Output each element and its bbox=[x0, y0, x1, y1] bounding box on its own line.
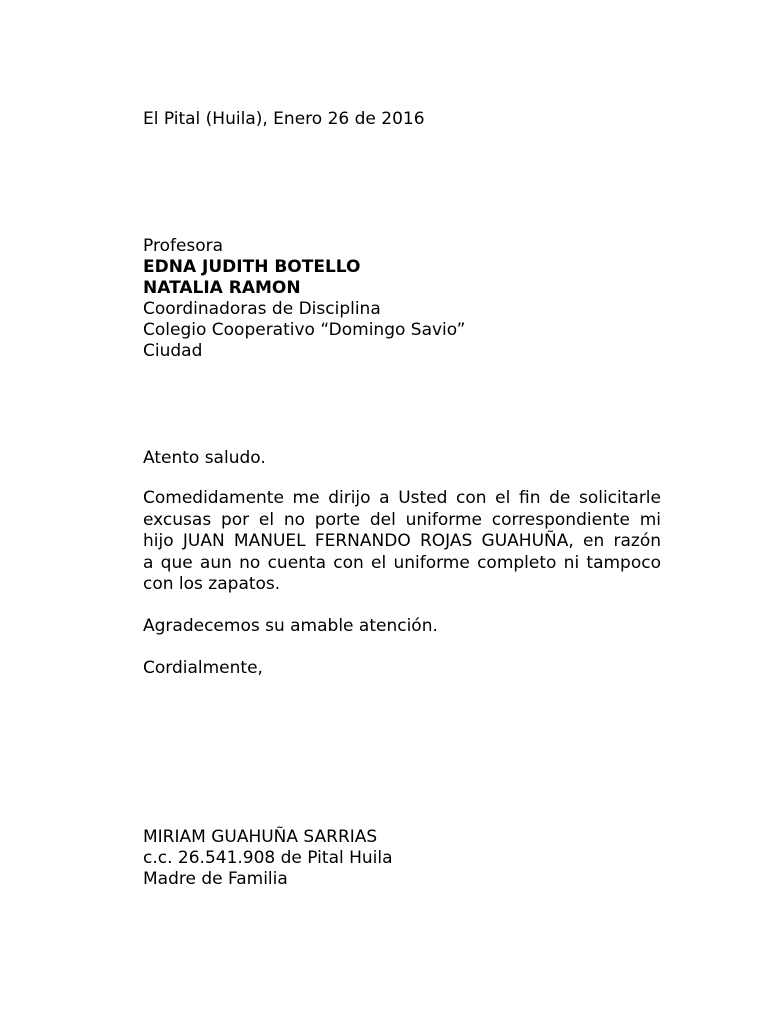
place-date: El Pital (Huila), Enero 26 de 2016 bbox=[143, 109, 425, 129]
recipient-title: Profesora bbox=[143, 236, 224, 256]
recipient-name-2: NATALIA RAMON bbox=[143, 278, 301, 298]
thanks: Agradecemos su amable atención. bbox=[143, 616, 438, 636]
body-line: a que aun no cuenta con el uniforme completo ni tampoco bbox=[143, 552, 661, 573]
body-paragraph bbox=[143, 488, 661, 596]
body-line: excusas por el no porte del uniforme correspondiente mi bbox=[143, 509, 661, 530]
body-line: con los zapatos. bbox=[143, 574, 281, 594]
signature-id: c.c. 26.541.908 de Pital Huila bbox=[143, 848, 393, 868]
signature-name: MIRIAM GUAHUÑA SARRIAS bbox=[143, 827, 378, 847]
recipient-city: Ciudad bbox=[143, 341, 203, 361]
closing: Cordialmente, bbox=[143, 658, 263, 678]
body-line: Comedidamente me dirijo a Usted con el fin de solicitarle bbox=[143, 488, 661, 508]
body-line: hijo JUAN MANUEL FERNANDO ROJAS GUAHUÑA, en razón bbox=[143, 531, 661, 551]
recipient-name-1: EDNA JUDITH BOTELLO bbox=[143, 257, 361, 277]
recipient-role: Coordinadoras de Disciplina bbox=[143, 299, 381, 319]
greeting: Atento saludo. bbox=[143, 448, 266, 468]
signature-role: Madre de Familia bbox=[143, 869, 288, 889]
recipient-institution: Colegio Cooperativo “Domingo Savio” bbox=[143, 320, 466, 340]
